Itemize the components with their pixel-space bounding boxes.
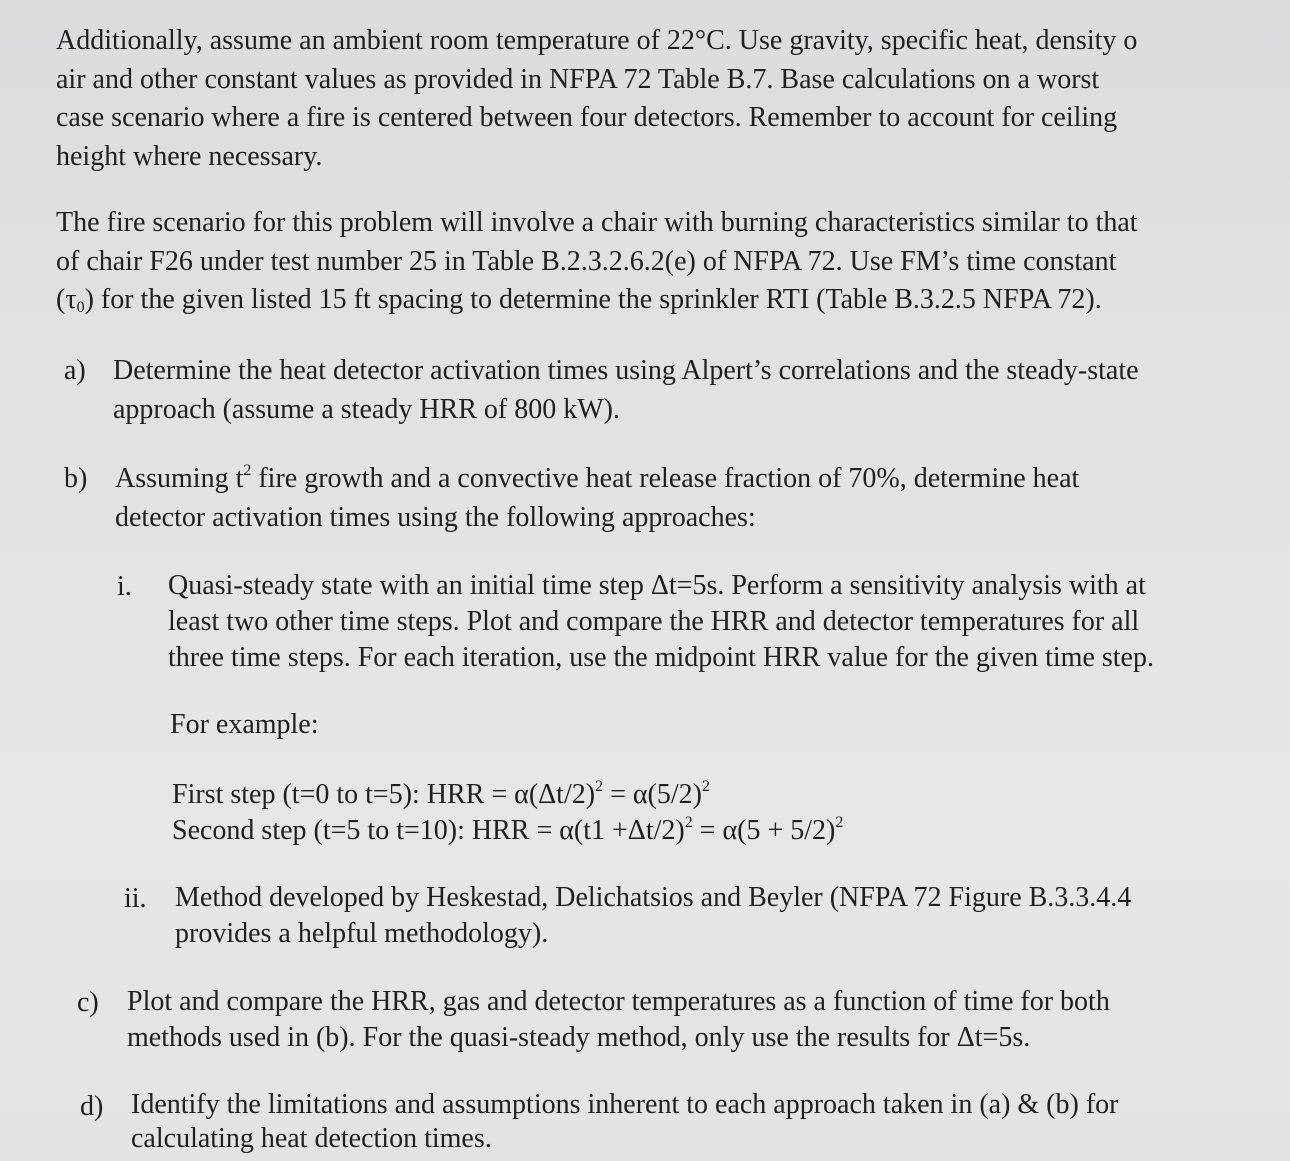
sub-ii-line: provides a helpful methodology). [175,918,549,949]
intro-line: air and other constant values as provided in NFPA 72 Table B.7. Base calculations on a worst [56,63,1100,95]
intro-line: height where necessary. [56,140,323,172]
second-step-formula: Second step (t=5 to t=10): HRR = $\alpha(t1 +\Delta t/2)^2 = \alpha(5 + 5/2)^2$ [172,814,844,846]
part-b-text [115,460,1079,537]
intro-line: Additionally, assume an ambient room temperature of 22°C. Use gravity, specific heat, density o [56,25,1138,56]
scenario-line-rest: ) for the given listed 15 ft spacing to determine the sprinkler RTI (Table B.3.2.5 NFPA 72). [84,284,1102,315]
example-label: For example: [170,709,319,740]
part-c-line: methods used in (b). For the quasi-steady method, only use the results for Δt=5s. [127,1022,1031,1053]
sub-i-text [168,568,1154,676]
sub-i-line: Quasi-steady state with an initial time step Δt=5s. Perform a sensitivity analysis with at [168,570,1146,601]
part-c-marker: c) [77,987,99,1018]
sub-ii-text [175,880,1131,952]
part-a-line: Determine the heat detector activation times using Alpert’s correlations and the steady-state [113,355,1139,386]
part-b-line: Assuming $t^2$ fire growth and a convective heat release fraction of 70%, determine heat [115,462,1080,494]
part-b-marker: b) [64,463,88,494]
intro-paragraph [56,22,1137,176]
part-a-text [113,352,1139,429]
part-a-marker: a) [64,355,86,386]
sub-i-marker: i. [117,571,132,602]
intro-line: case scenario where a fire is centered between four detectors. Remember to account for ceiling [56,102,1118,133]
scenario-line [56,281,1138,320]
part-b-line: detector activation times using the following approaches: [115,501,756,533]
tau-symbol: (τ [56,284,77,315]
part-c-line: Plot and compare the HRR, gas and detector temperatures as a function of time for both [127,986,1110,1017]
scenario-paragraph [56,204,1138,320]
sub-i-line: three time steps. For each iteration, use the midpoint HRR value for the given time step. [168,642,1154,673]
part-c-text [127,984,1110,1056]
part-d-line: Identify the limitations and assumptions inherent to each approach taken in (a) & (b) for [131,1089,1119,1120]
sub-i-line: least two other time steps. Plot and compare the HRR and detector temperatures for all [168,606,1140,637]
sub-ii-line: Method developed by Heskestad, Delichatsios and Beyler (NFPA 72 Figure B.3.3.4.4 [175,882,1132,913]
scenario-line: of chair F26 under test number 25 in Table B.2.3.2.6.2(e) of NFPA 72. Use FM’s time constant [56,245,1117,277]
part-d-line: calculating heat detection times. [131,1123,492,1154]
part-d-marker: d) [80,1091,104,1122]
tau-subscript: 0 [76,299,85,316]
part-a-line: approach (assume a steady HRR of 800 kW). [113,393,620,425]
sub-ii-marker: ii. [124,883,147,914]
t-squared-exponent: 2 [243,462,252,479]
scenario-line: The fire scenario for this problem will involve a chair with burning characteristics similar to that [56,207,1138,238]
first-step-formula: First step (t=0 to t=5): HRR = $\alpha(\Delta t/2)^2 = \alpha(5/2)^2$ [172,778,710,810]
part-d-text [131,1088,1118,1156]
example-formulas [172,777,843,849]
